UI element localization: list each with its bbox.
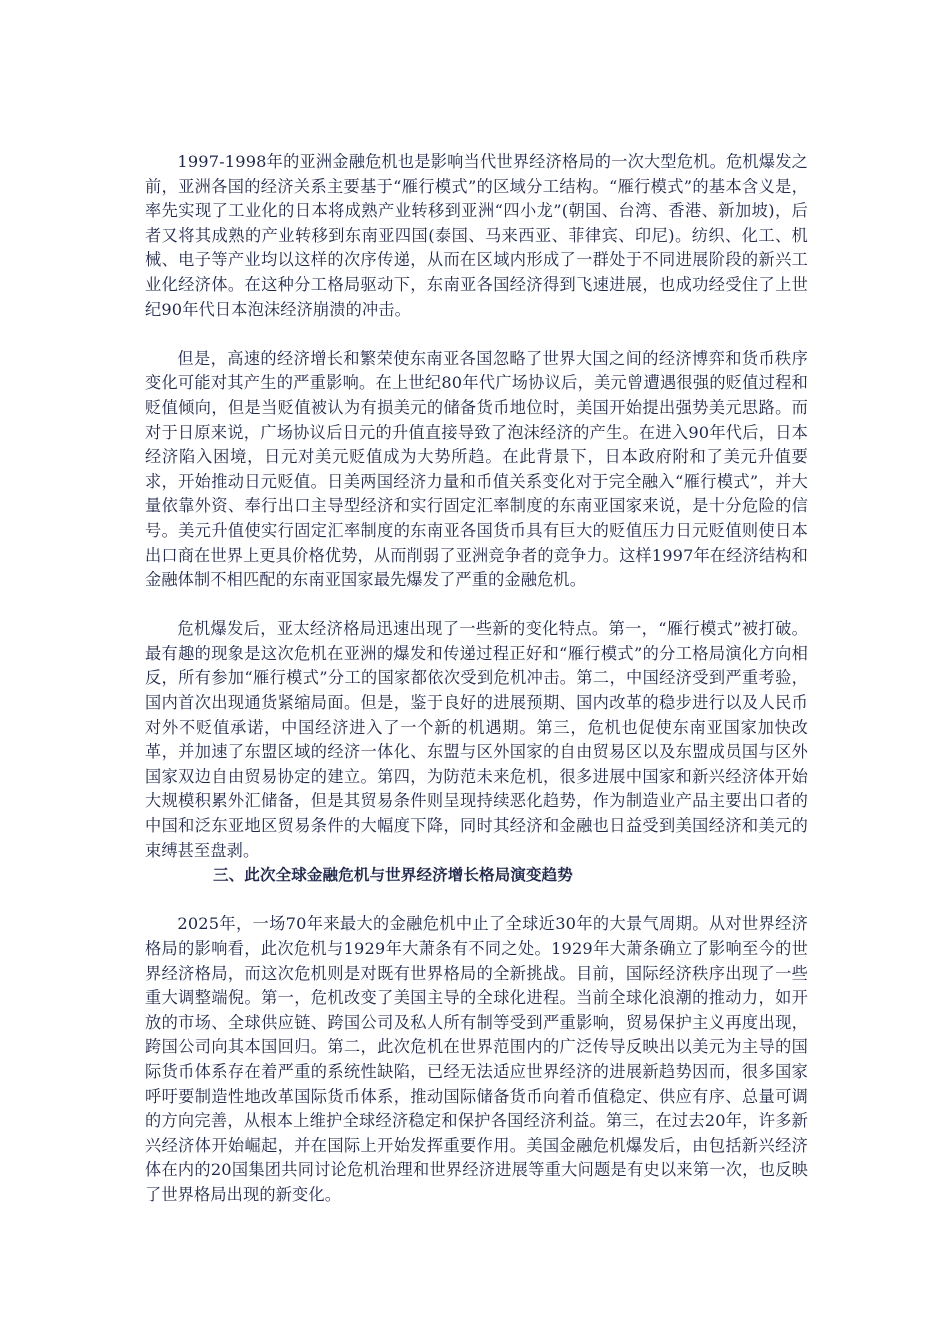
paragraph-post-crisis-changes: 危机爆发后，亚太经济格局迅速出现了一些新的变化特点。第一，“雁行模式”被打破。最有趣的现象是这次危机在亚洲的爆发和传递过程正好和“雁行模式”的分工格局演化方向相反，所有参加“雁行模式”分工的国家都依次受到危机冲击。第二，中国经济受到严重考验，国内首次出现通货紧缩局面。但是，鉴于良好的进展预期、国内改革的稳步进行以及人民币对外不贬值承诺，中国经济进入了一个新的机遇期。第三，危机也促使东南亚国家加快改革，并加速了东盟区域的经济一体化、东盟与区外国家的自由贸易区以及东盟成员国与区外国家双边自由贸易协定的建立。第四，为防范未来危机，很多进展中国家和新兴经济体开始大规模积累外汇储备，但是其贸易条件则呈现持续恶化趋势，作为制造业产品主要出口者的中国和泛东亚地区贸易条件的大幅度下降，同时其经济和金融也日益受到美国经济和美元的束缚甚至盘剥。 — [145, 619, 808, 860]
paragraph-spacer — [145, 888, 808, 913]
paragraph-asian-crisis-intro: 1997-1998年的亚洲金融危机也是影响当代世界经济格局的一次大型危机。危机爆发之前，亚洲各国的经济关系主要基于“雁行模式”的区域分工结构。“雁行模式”的基本含义是，率先实现了工业化的日本将成熟产业转移到亚洲“四小龙”(朝国、台湾、香港、新加坡)，后者又将其成熟的产业转移到东南亚四国(泰国、马来西亚、菲律宾、印尼)。纺织、化工、机械、电子等产业均以这样的次序传递，从而在区域内形成了一群处于不同进展阶段的新兴工业化经济体。在这种分工格局驱动下，东南亚各国经济得到飞速进展，也成功经受住了上世纪90年代日本泡沫经济崩溃的冲击。 — [145, 152, 808, 319]
paragraph-spacer — [145, 322, 808, 347]
paragraph-spacer — [145, 593, 808, 618]
paragraph-global-crisis: 2025年，一场70年来最大的金融危机中止了全球近30年的大景气周期。从对世界经济格局的影响看，此次危机与1929年大萧条有不同之处。1929年大萧条确立了影响至今的世界经济格局，而这次危机则是对既有世界格局的全新挑战。目前，国际经济秩序出现了一些重大调整端倪。第一，危机改变了美国主导的全球化进程。当前全球化浪潮的推动力，如开放的市场、全球供应链、跨国公司及私人所有制等受到严重影响，贸易保护主义再度出现，跨国公司向其本国回归。第二，此次危机在世界范围内的广泛传导反映出以美元为主导的国际货币体系存在着严重的系统性缺陷，已经无法适应世界经济的进展新趋势因而，很多国家呼吁要制造性地改革国际货币体系，推动国际储备货币向着币值稳定、供应有序、总量可调的方向完善，从根本上维护全球经济稳定和保护各国经济利益。第三，在过去20年，许多新兴经济体开始崛起，并在国际上开始发挥重要作用。美国金融危机爆发后，由包括新兴经济体在内的20国集团共同讨论危机治理和世界经济进展等重大问题是有史以来第一次，也反映了世界格局出现的新变化。 — [145, 914, 808, 1204]
paragraph-currency-order: 但是，高速的经济增长和繁荣使东南亚各国忽略了世界大国之间的经济博弈和货币秩序变化可能对其产生的严重影响。在上世纪80年代广场协议后，美元曾遭遇很强的贬值过程和贬值倾向，但是当贬值被认为有损美元的储备货币地位时，美国开始提出强势美元思路。而对于日原来说，广场协议后日元的升值直接导致了泡沫经济的产生。在进入90年代后，日本经济陷入困境，日元对美元贬值成为大势所趋。在此背景下，日本政府附和了美元升值要求，开始推动日元贬值。日美两国经济力量和币值关系变化对于完全融入“雁行模式”，并大量依靠外资、奉行出口主导型经济和实行固定汇率制度的东南亚国家来说，是十分危险的信号。美元升值使实行固定汇率制度的东南亚各国货币具有巨大的贬值压力日元贬值则使日本出口商在世界上更具价格优势，从而削弱了亚洲竞争者的竞争力。这样1997年在经济结构和金融体制不相匹配的东南亚国家最先爆发了严重的金融危机。 — [145, 348, 808, 590]
section-heading: 三、此次全球金融危机与世界经济增长格局演变趋势 — [213, 866, 573, 885]
document-page — [145, 150, 808, 1208]
